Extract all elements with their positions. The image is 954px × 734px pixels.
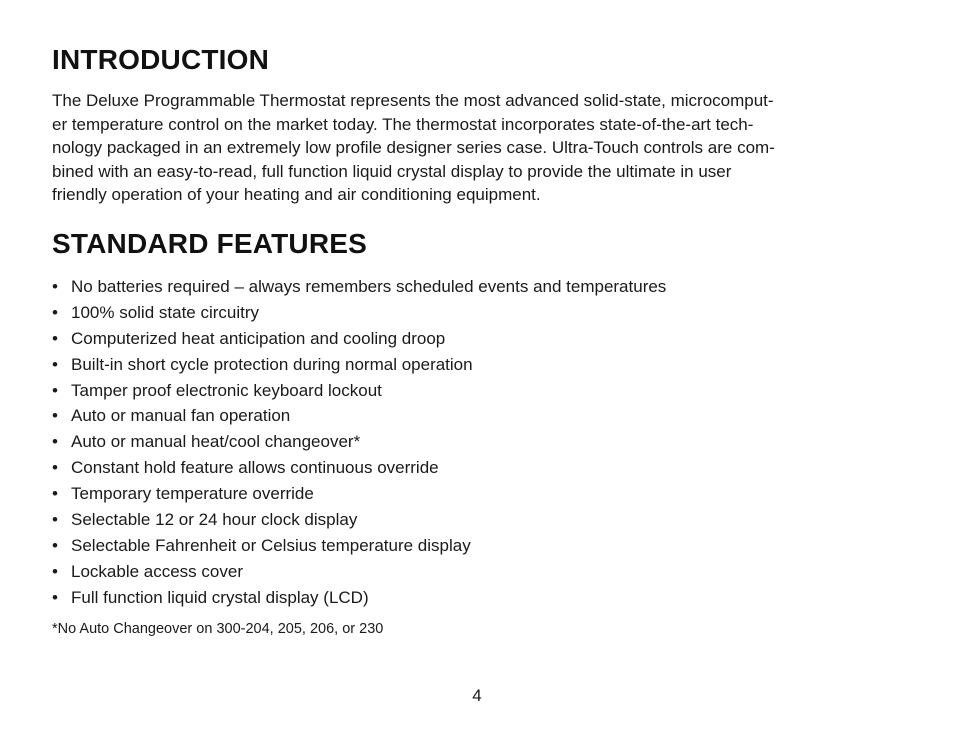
feature-text: Auto or manual fan operation — [71, 406, 291, 426]
bullet-icon: • — [52, 328, 58, 348]
introduction-heading: INTRODUCTION — [52, 44, 270, 75]
introduction-paragraph — [52, 89, 892, 207]
page-number: 4 — [472, 686, 482, 705]
feature-text: Auto or manual heat/cool changeover* — [71, 432, 361, 452]
bullet-icon: • — [52, 302, 58, 322]
bullet-icon: • — [52, 535, 58, 555]
feature-text: Selectable Fahrenheit or Celsius temperature display — [71, 535, 471, 555]
standard-features-heading: STANDARD FEATURES — [52, 228, 368, 259]
feature-text: Tamper proof electronic keyboard lockout — [71, 380, 382, 400]
feature-text: Constant hold feature allows continuous override — [71, 458, 439, 478]
bullet-icon: • — [52, 510, 58, 530]
bullet-icon: • — [52, 277, 58, 296]
feature-text: Lockable access cover — [71, 561, 243, 581]
list-item — [52, 560, 892, 586]
list-item — [52, 586, 892, 612]
list-item — [52, 534, 892, 560]
bullet-icon: • — [52, 587, 58, 607]
feature-text: Temporary temperature override — [71, 484, 314, 504]
introduction-line: friendly operation of your heating and air conditioning equipment. — [52, 185, 541, 205]
list-item — [52, 327, 892, 353]
bullet-icon: • — [52, 458, 58, 478]
bullet-icon: • — [52, 432, 58, 452]
list-item — [52, 508, 892, 534]
list-item — [52, 379, 892, 405]
bullet-icon: • — [52, 380, 58, 400]
bullet-icon: • — [52, 484, 58, 504]
bullet-icon: • — [52, 406, 58, 426]
bullet-icon: • — [52, 561, 58, 581]
introduction-line: bined with an easy-to-read, full function liquid crystal display to provide the ultimate in user — [52, 161, 732, 181]
features-list — [52, 275, 892, 612]
list-item — [52, 275, 892, 301]
list-item — [52, 301, 892, 327]
feature-text: Built-in short cycle protection during normal operation — [71, 354, 473, 374]
footnote: *No Auto Changeover on 300-204, 205, 206, or 230 — [52, 621, 384, 637]
feature-text: Full function liquid crystal display (LCD) — [71, 587, 369, 607]
feature-text: Selectable 12 or 24 hour clock display — [71, 510, 358, 530]
introduction-line: The Deluxe Programmable Thermostat represents the most advanced solid-state, microcomput- — [52, 91, 774, 110]
list-item — [52, 456, 892, 482]
bullet-icon: • — [52, 354, 58, 374]
list-item — [52, 482, 892, 508]
introduction-line: nology packaged in an extremely low profile designer series case. Ultra-Touch controls are com- — [52, 138, 775, 158]
introduction-line: er temperature control on the market today. The thermostat incorporates state-of-the-art tech- — [52, 114, 754, 134]
list-item — [52, 404, 892, 430]
feature-text: 100% solid state circuitry — [71, 302, 260, 322]
list-item — [52, 430, 892, 456]
feature-text: No batteries required – always remembers scheduled events and temperatures — [71, 277, 667, 296]
feature-text: Computerized heat anticipation and cooling droop — [71, 328, 446, 348]
list-item — [52, 353, 892, 379]
